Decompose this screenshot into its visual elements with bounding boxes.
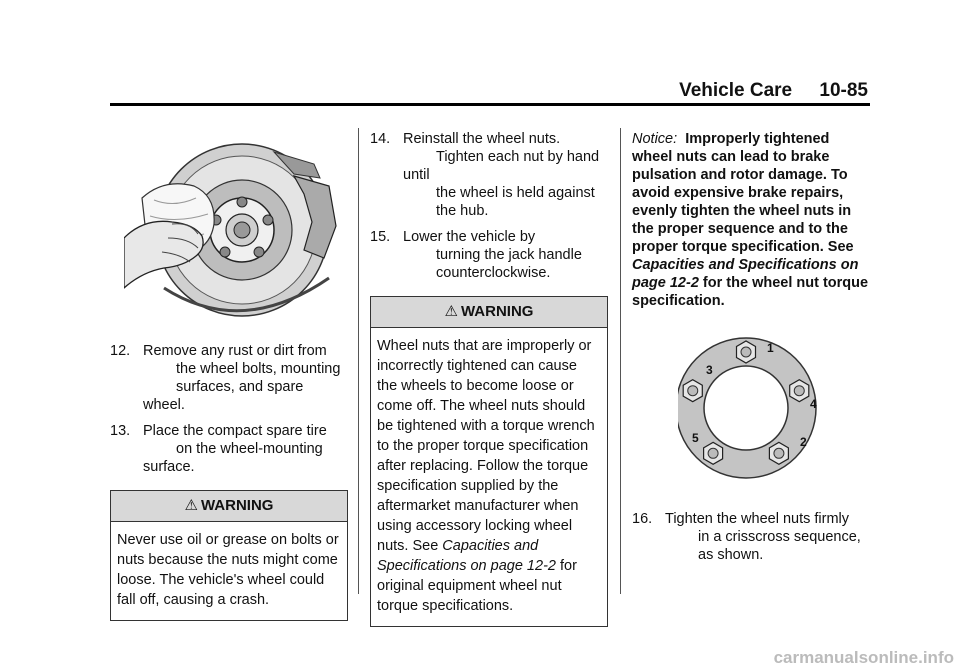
lug-nut-center xyxy=(794,386,804,396)
column-3-step xyxy=(632,510,872,572)
warning-box-1 xyxy=(110,490,348,621)
notice-label: Notice: xyxy=(632,131,678,147)
page-number: 10-85 xyxy=(819,80,868,101)
warning-header: ⚠ WARNING xyxy=(111,491,347,522)
spec-reference: Capacities and Specifications on page 12-2 xyxy=(377,538,556,574)
step-15: 15. Lower the vehicle by turning the jack handle counterclockwise. xyxy=(370,229,582,281)
step-14: 14. Reinstall the wheel nuts. Tighten each nut by hand until the wheel is held against the hub. xyxy=(370,131,600,219)
step-12: 12. Remove any rust or dirt from the wheel bolts, mounting surfaces, and spare wheel. xyxy=(110,343,341,413)
lug-nut-center xyxy=(774,448,784,458)
warning-triangle-icon: ⚠ xyxy=(444,303,458,320)
lug-nut-center xyxy=(741,347,751,357)
notice-paragraph: Notice: Improperly tightened wheel nuts can lead to brake pulsation and rotor damage. To avoid expensive brake repairs, evenly tighten the wheel nuts in the proper sequence and to the proper torque specification. See Capacities and Specifications on page 12-2 for the wheel nut torque specification. xyxy=(632,131,869,309)
column-1 xyxy=(110,342,348,621)
column-3 xyxy=(632,130,872,310)
sequence-label-3: 3 xyxy=(706,363,713,377)
warning-triangle-icon: ⚠ xyxy=(184,497,198,514)
column-divider-2 xyxy=(620,128,621,594)
sequence-label-5: 5 xyxy=(692,431,699,445)
warning-text: Never use oil or grease on bolts or nuts because the nuts might come loose. The vehicle's wheel could fall off, causing a crash. xyxy=(117,532,339,608)
step-16: 16. Tighten the wheel nuts firmly in a crisscross sequence, as shown. xyxy=(632,511,861,563)
warning-box-2 xyxy=(370,296,608,627)
sequence-label-1: 1 xyxy=(767,341,774,355)
section-title: Vehicle Care xyxy=(679,80,793,101)
column-divider-1 xyxy=(358,128,359,594)
warning-header: ⚠ WARNING xyxy=(371,297,607,328)
lug-nut-center xyxy=(688,386,698,396)
page-header xyxy=(679,80,868,102)
warning-text: Wheel nuts that are improperly or incorrectly tightened can cause the wheels to become loose or come off. The wheel nuts should be tightened with a torque wrench to the proper torque specification after replacing. Follow the torque specification supplied by the aftermarket manufacturer when using accessory locking wheel nuts. See Capacities and Specifications on page 12-2 for original equipment wheel nut torque specifications. xyxy=(377,338,595,614)
sequence-label-4: 4 xyxy=(810,397,817,411)
wheel-hub-cleaning-illustration xyxy=(124,138,354,318)
spec-reference: Capacities and Specifications on page 12-2 xyxy=(632,257,859,291)
lug-nut-center xyxy=(708,448,718,458)
sequence-label-2: 2 xyxy=(800,435,807,449)
header-rule xyxy=(110,103,870,106)
watermark: carmanualsonline.info xyxy=(773,648,954,667)
step-13: 13. Place the compact spare tire on the wheel-mounting surface. xyxy=(110,423,327,475)
lug-nut-sequence-diagram xyxy=(678,328,838,488)
column-2 xyxy=(370,130,608,627)
